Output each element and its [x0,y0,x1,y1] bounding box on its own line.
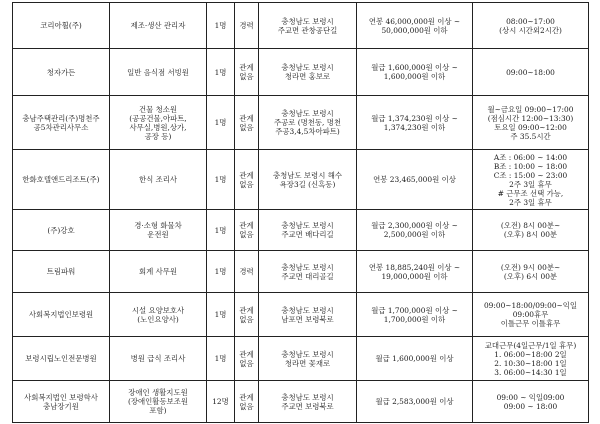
table-row [13,210,589,251]
location-cell: 충청남도 보령시 주교면 관창공단길 [259,3,357,49]
company-cell: 보령시립노인전문병원 [13,337,110,381]
company-cell: 한화호텔앤드리조트(주) [13,150,110,210]
job-cell: 경·소형 화물차 운전원 [110,210,207,251]
count-cell: 12명 [207,381,235,423]
career-cell: 관계 없음 [235,96,259,150]
location-cell: 충청남도 보령시 주교면 보령북로 [259,381,357,423]
career-cell: 관계 없음 [235,337,259,381]
job-cell: 제조·생산 관리자 [110,3,207,49]
location-cell: 충청남도 보령시 주교면 배다리길 [259,210,357,251]
table-row [13,96,589,150]
career-cell: 관계 없음 [235,49,259,96]
wage-cell: 연봉 46,000,000원 이상 ~ 50,000,000원 이하 [357,3,473,49]
company-cell: 청자가든 [13,49,110,96]
job-listing-table [12,2,589,423]
hours-cell: 월~금요일 09:00~17:00 (점심시간 12:00~13:30) 토요일 09:00~12:00 주 35.5시간 [473,96,589,150]
hours-cell: (오전) 9시 00분~ (오후) 6시 00분 [473,251,589,293]
hours-cell: 교대근무(4일근무/1일 휴무) 1. 06:00~18:00 2일 2. 10:30~18:00 1일 3. 06:00~14:30 1일 [473,337,589,381]
job-cell: 한식 조리사 [110,150,207,210]
hours-cell: A조 : 06:00 ~ 14:00 B조 : 10:00 ~ 18:00 C조 : 15:00 ~ 23:00 2주 3일 휴무 # 근무조 선택 가능, 2주 3일 휴무 [473,150,589,210]
company-cell: 사회복지법인 보령학사 충남장기원 [13,381,110,423]
wage-cell: 연봉 23,465,000원 이상 [357,150,473,210]
hours-cell: 09:00~18:00/09:00~익일 09:00휴무 이틀근무 이틀휴무 [473,293,589,337]
company-cell: 충남주택관리(주)명천주 공5차관리사무소 [13,96,110,150]
wage-cell: 월급 1,374,230원 이상 ~ 1,374,230원 이하 [357,96,473,150]
count-cell: 1명 [207,293,235,337]
count-cell: 1명 [207,96,235,150]
company-cell: 코리아휠(주) [13,3,110,49]
location-cell: 충청남도 보령시 주교면 대리골길 [259,251,357,293]
company-cell: 사회복지법인보령원 [13,293,110,337]
wage-cell: 월급 1,600,000원 이상 ~ 1,600,000원 이하 [357,49,473,96]
table-row [13,293,589,337]
count-cell: 1명 [207,3,235,49]
location-cell: 충청남도 보령시 주공로 (명천동, 명천 주공3,4,5차아파트) [259,96,357,150]
job-cell: 장애인 생활지도원 (장애인활동보조원 포함) [110,381,207,423]
career-cell: 관계 없음 [235,210,259,251]
job-cell: 시설 요양보호사 (노인요양사) [110,293,207,337]
job-cell: 회계 사무원 [110,251,207,293]
count-cell: 1명 [207,337,235,381]
job-listing-body [13,3,589,423]
table-row [13,381,589,423]
career-cell: 관계 없음 [235,293,259,337]
company-cell: 트림파워 [13,251,110,293]
job-cell: 일반 음식점 서빙원 [110,49,207,96]
wage-cell: 월급 1,600,000원 이상 [357,337,473,381]
location-cell: 충청남도 보령시 남포면 보령북로 [259,293,357,337]
table-row [13,3,589,49]
table-row [13,337,589,381]
career-cell: 관계 없음 [235,150,259,210]
count-cell: 1명 [207,210,235,251]
career-cell: 경력 [235,3,259,49]
career-cell: 관계 없음 [235,381,259,423]
company-cell: (주)강호 [13,210,110,251]
count-cell: 1명 [207,49,235,96]
wage-cell: 월급 2,300,000원 이상 ~ 2,500,000원 이하 [357,210,473,251]
location-cell: 충청남도 보령시 해수 욕장3길 (신흑동) [259,150,357,210]
table-row [13,251,589,293]
table-row [13,150,589,210]
job-cell: 건물 청소원 (공공건물,아파트, 사무실,병원,상가, 공장 등) [110,96,207,150]
hours-cell: 08:00~17:00 (상시 시간외2시간) [473,3,589,49]
hours-cell: 09:00~18:00 [473,49,589,96]
job-cell: 병원 급식 조리사 [110,337,207,381]
count-cell: 1명 [207,251,235,293]
career-cell: 경력 [235,251,259,293]
table-row [13,49,589,96]
location-cell: 충청남도 보령시 청라면 꽃재로 [259,337,357,381]
wage-cell: 월급 1,700,000원 이상 ~ 1,700,000원 이하 [357,293,473,337]
wage-cell: 월급 2,583,000원 이상 [357,381,473,423]
hours-cell: 09:00 ~ 익일09:00 09:00 ~ 18:00 [473,381,589,423]
job-listing-table-sheet [12,2,588,422]
hours-cell: (오전) 8시 00분~ (오후) 8시 00분 [473,210,589,251]
location-cell: 충청남도 보령시 청라면 홍보로 [259,49,357,96]
wage-cell: 연봉 18,885,240원 이상 ~ 19,000,000원 이하 [357,251,473,293]
count-cell: 1명 [207,150,235,210]
